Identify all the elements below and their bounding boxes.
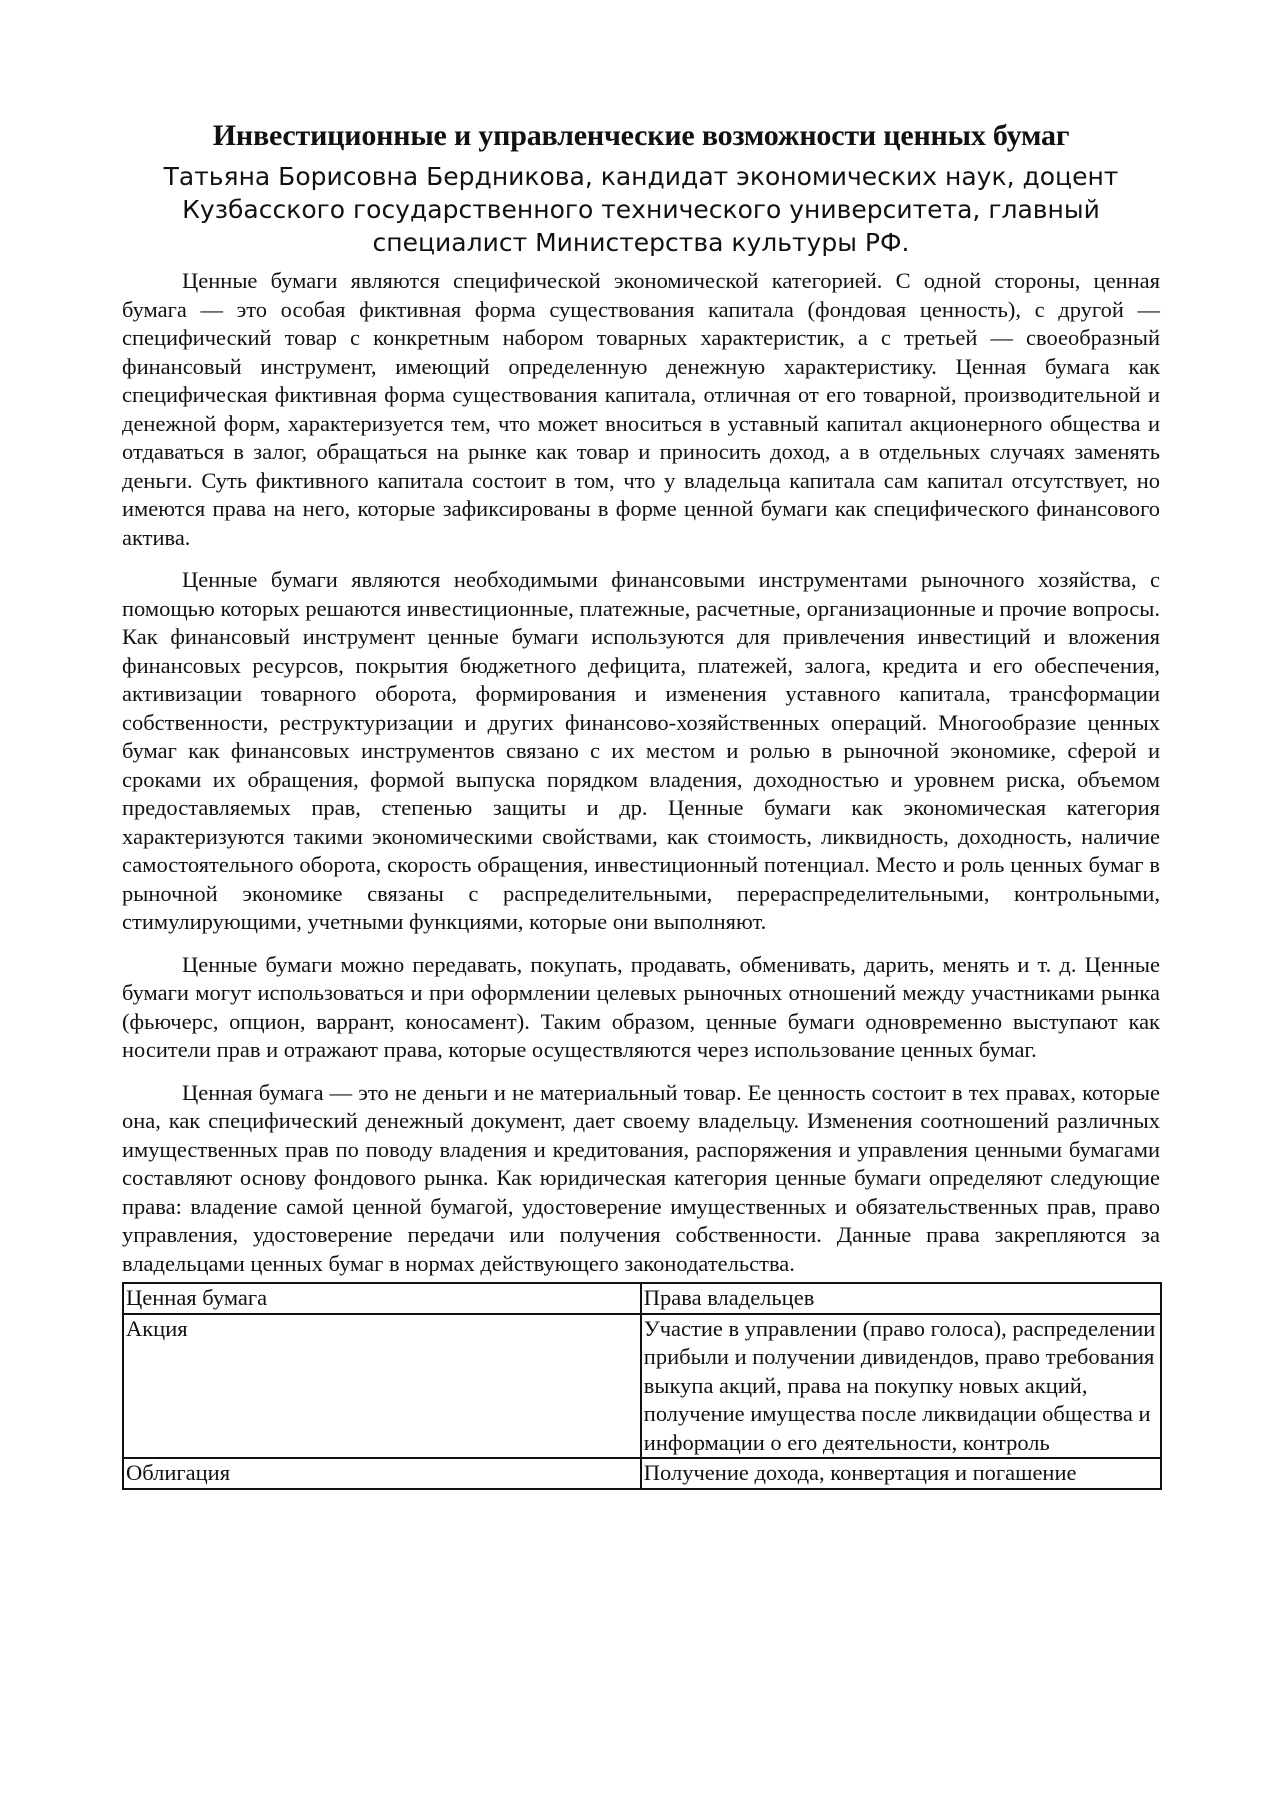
table-cell-rights: Участие в управлении (право голоса), распределении прибыли и получении дивидендов, право требования выкупа акций, права на покупку новых акций, получение имущества после ликвидации общества и информации о его деятельности, контроль xyxy=(641,1314,1161,1459)
document-page xyxy=(122,118,1160,1490)
table-header-row xyxy=(123,1283,1161,1314)
table-row xyxy=(123,1314,1161,1459)
rights-table xyxy=(122,1282,1162,1490)
table-cell-rights: Получение дохода, конвертация и погашение xyxy=(641,1458,1161,1489)
paragraph: Ценная бумага — это не деньги и не материальный товар. Ее ценность состоит в тех правах, которые она, как специфический денежный документ, дает своему владельцу. Изменения соотношений различных имущественных прав по поводу владения и кредитования, распоряжения и управления ценными бумагами составляют основу фондового рынка. Как юридическая категория ценные бумаги определяют следующие права: владение самой ценной бумагой, удостоверение имущественных и обязательственных прав, право управления, удостоверение передачи или получения собственности. Данные права закрепляются за владельцами ценных бумаг в нормах действующего законодательства. xyxy=(122,1079,1160,1276)
paragraph: Ценные бумаги являются специфической экономической категорией. С одной стороны, ценная бумага — это особая фиктивная форма существования капитала (фондовая ценность), с другой — специфический товар с конкретным набором товарных характеристик, а с третьей — своеобразный финансовый инструмент, имеющий определенную денежную характеристику. Ценная бумага как специфическая фиктивная форма существования капитала, отличная от его товарной, производительной и денежной форм, характеризуется тем, что может вноситься в уставный капитал акционерного общества и отдаваться в залог, обращаться на рынке как товар и приносить доход, а в отдельных случаях заменять деньги. Суть фиктивного капитала состоит в том, что у владельца капитала сам капитал отсутствует, но имеются права на него, которые зафиксированы в форме ценной бумаги как специфического финансового актива. xyxy=(122,268,1160,550)
table-cell-security: Облигация xyxy=(123,1458,641,1489)
table-header-cell: Права владельцев xyxy=(641,1283,1161,1314)
table-row xyxy=(123,1458,1161,1489)
paragraph: Ценные бумаги можно передавать, покупать, продавать, обменивать, дарить, менять и т. д. Ценные бумаги могут использоваться и при оформлении целевых рыночных отношений между участниками рынка (фьючерс, опцион, варрант, коносамент). Таким образом, ценные бумаги одновременно выступают как носители прав и отражают права, которые осуществляются через использование ценных бумаг. xyxy=(122,951,1160,1062)
table-cell-security: Акция xyxy=(123,1314,641,1459)
table-header-cell: Ценная бумага xyxy=(123,1283,641,1314)
document-title: Инвестиционные и управленческие возможности ценных бумаг xyxy=(212,119,1070,152)
paragraph: Ценные бумаги являются необходимыми финансовыми инструментами рыночного хозяйства, с помощью которых решаются инвестиционные, платежные, расчетные, организационные и прочие вопросы. Как финансовый инструмент ценные бумаги используются для привлечения инвестиций и вложения финансовых ресурсов, покрытия бюджетного дефицита, платежей, залога, кредита и его обеспечения, активизации товарного оборота, формирования и изменения уставного капитала, трансформации собственности, реструктуризации и других финансово-хозяйственных операций. Многообразие ценных бумаг как финансовых инструментов связано с их местом и ролью в рыночной экономике, сферой и сроками их обращения, формой выпуска порядком владения, доходностью и уровнем риска, объемом предоставляемых прав, степенью защиты и др. Ценные бумаги как экономическая категория характеризуются такими экономическими свойствами, как стоимость, ликвидность, доходность, наличие самостоятельного оборота, скорость обращения, инвестиционный потенциал. Место и роль ценных бумаг в рыночной экономике связаны с распределительными, перераспределительными, контрольными, стимулирующими, учетными функциями, которые они выполняют. xyxy=(122,567,1160,934)
author-info: Татьяна Борисовна Бердникова, кандидат экономических наук, доцент Кузбасского государственного технического университета, главный специалист Министерства культуры РФ. xyxy=(163,162,1119,257)
